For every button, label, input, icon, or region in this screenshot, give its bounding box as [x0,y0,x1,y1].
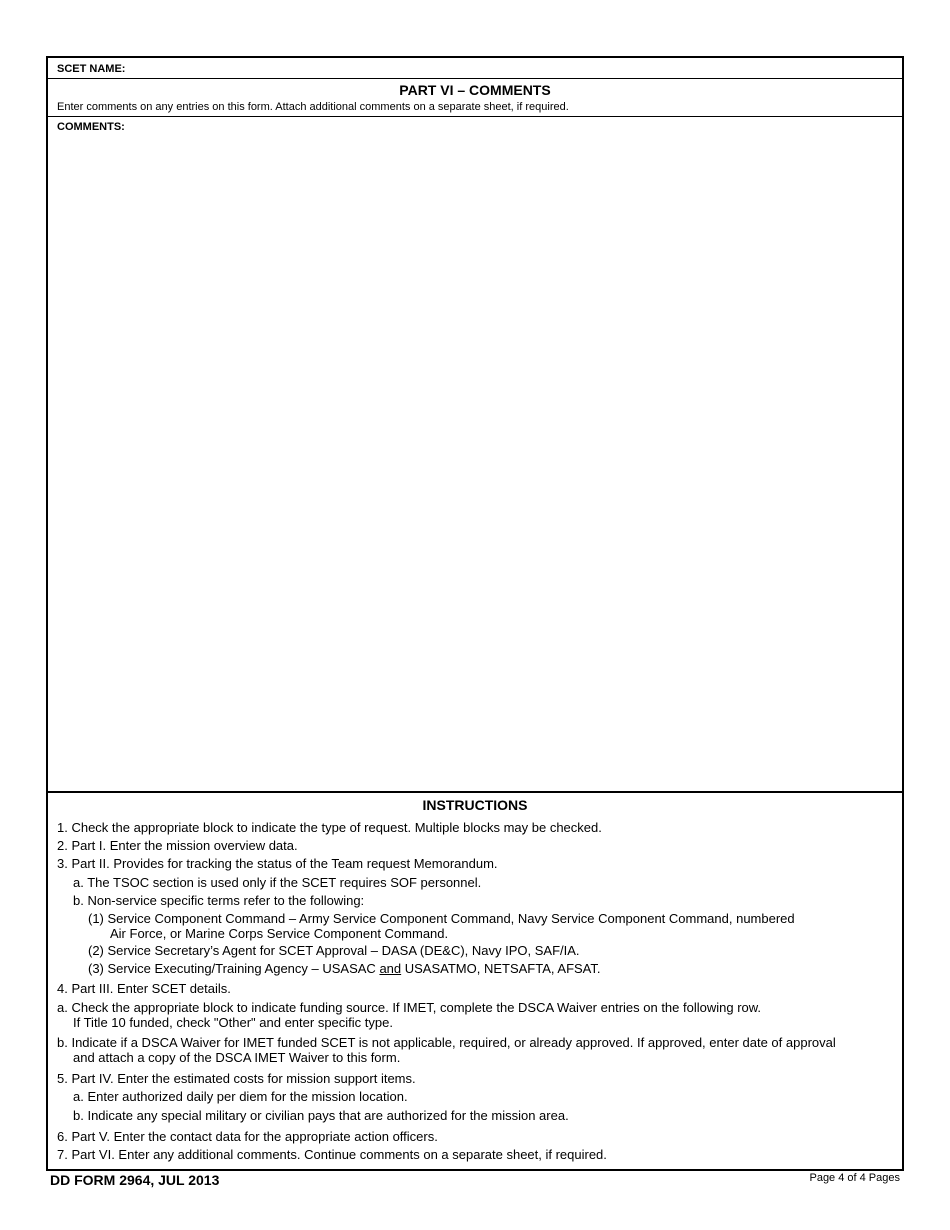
instruction-line: (1) Service Component Command – Army Service Component Command, Navy Service Component Command, numbered [88,911,795,926]
instruction-underlined-text: and [379,961,402,976]
comments-block [48,117,902,793]
instruction-line: 3. Part II. Provides for tracking the status of the Team request Memorandum. [57,856,498,871]
instructions-title: INSTRUCTIONS [422,797,528,813]
comments-input[interactable] [52,137,902,789]
instructions-block [48,793,902,1169]
instruction-text: (3) Service Executing/Training Agency – USASAC [88,961,380,976]
instruction-line: a. Enter authorized daily per diem for the mission location. [73,1089,408,1104]
instruction-line: 5. Part IV. Enter the estimated costs for mission support items. [57,1071,416,1086]
instruction-line: (2) Service Secretary’s Agent for SCET Approval – DASA (DE&C), Navy IPO, SAF/IA. [88,943,580,958]
instruction-line: If Title 10 funded, check "Other" and enter specific type. [73,1015,393,1030]
comments-label: COMMENTS: [57,121,125,133]
instruction-line: a. Check the appropriate block to indicate funding source. If IMET, complete the DSCA Waiver entries on the following row. [57,1000,762,1015]
form-page [46,56,904,1171]
page-number: Page 4 of 4 Pages [809,1172,900,1184]
part6-title: PART VI – COMMENTS [399,82,551,98]
instruction-line: b. Non-service specific terms refer to the following: [73,893,365,908]
scet-name-label: SCET NAME: [57,63,126,75]
instruction-line: a. The TSOC section is used only if the SCET requires SOF personnel. [73,875,482,890]
instruction-line: 6. Part V. Enter the contact data for the appropriate action officers. [57,1129,438,1144]
form-identifier: DD FORM 2964, JUL 2013 [50,1172,220,1188]
instruction-text: USASATMO, NETSAFTA, AFSAT. [401,961,601,976]
instruction-line: and attach a copy of the DSCA IMET Waiver to this form. [73,1050,401,1065]
instruction-line: 7. Part VI. Enter any additional comments. Continue comments on a separate sheet, if required. [57,1147,607,1162]
instruction-line: 1. Check the appropriate block to indicate the type of request. Multiple blocks may be checked. [57,820,602,835]
instruction-line [88,961,601,976]
instruction-line: 2. Part I. Enter the mission overview data. [57,838,298,853]
instruction-line: b. Indicate any special military or civilian pays that are authorized for the mission area. [73,1108,569,1123]
part6-header [48,79,902,117]
instruction-line: Air Force, or Marine Corps Service Component Command. [110,926,449,941]
scet-name-field[interactable] [48,58,902,79]
instruction-line: b. Indicate if a DSCA Waiver for IMET funded SCET is not applicable, required, or already approved. If approved, enter date of approval [57,1035,836,1050]
instruction-line: 4. Part III. Enter SCET details. [57,981,231,996]
part6-description: Enter comments on any entries on this form. Attach additional comments on a separate sheet, if required. [57,101,569,113]
